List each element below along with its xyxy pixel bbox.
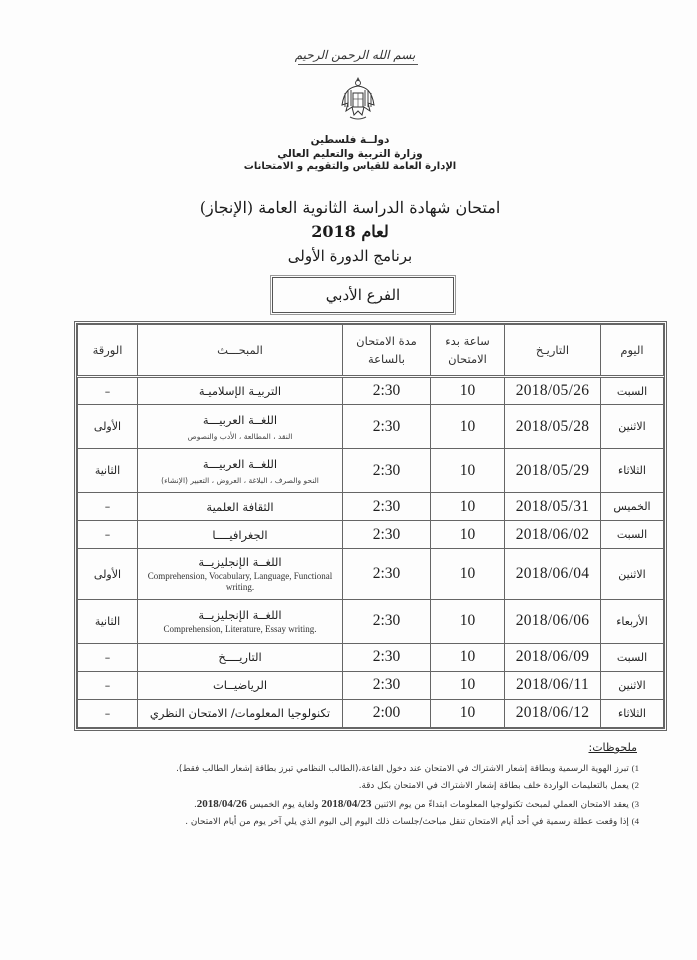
duration-cell: 2:00 — [343, 699, 431, 727]
notes-title: ملحوظات: — [588, 741, 637, 754]
subject-name: تكنولوجيا المعلومات/ الامتحان النظري — [149, 706, 331, 721]
date-cell: 2018/05/31 — [505, 493, 601, 521]
paper-cell: الأولى — [78, 405, 138, 449]
department-name: الإدارة العامة للقياس والتقويم و الامتحانات — [243, 161, 457, 172]
header-subject: المبحـــث — [138, 325, 343, 377]
note-number: 4) — [631, 816, 639, 826]
note-text-end: . — [194, 800, 197, 810]
day-cell: الثلاثاء — [601, 699, 664, 727]
day-cell: السبت — [601, 377, 664, 405]
note-date-from: 2018/04/23 — [321, 798, 372, 810]
day-cell: الاثنين — [601, 405, 664, 449]
subject-cell — [138, 521, 343, 549]
table-header-row — [78, 325, 664, 377]
duration-cell: 2:30 — [343, 521, 431, 549]
subject-cell — [138, 599, 343, 643]
basmala-calligraphy: بسم الله الرحمن الرحيم — [294, 48, 416, 62]
subject-cell — [138, 699, 343, 727]
paper-cell: – — [78, 377, 138, 405]
header-start-line1: ساعة بدء — [445, 333, 490, 348]
date-cell: 2018/06/12 — [505, 699, 601, 727]
date-cell: 2018/06/06 — [505, 599, 601, 643]
day-cell: الثلاثاء — [601, 449, 664, 493]
paper-cell: – — [78, 643, 138, 671]
date-cell: 2018/05/28 — [505, 405, 601, 449]
start-time-cell: 10 — [431, 671, 505, 699]
table-row — [78, 643, 664, 671]
duration-cell: 2:30 — [343, 449, 431, 493]
start-time-cell: 10 — [431, 449, 505, 493]
date-cell: 2018/06/04 — [505, 549, 601, 599]
duration-cell: 2:30 — [343, 377, 431, 405]
note-text: يعقد الامتحان العملي لمبحث تكنولوجيا المعلومات ابتداءً من يوم الاثنين — [374, 800, 629, 810]
exam-session: برنامج الدورة الأولى — [287, 247, 413, 265]
start-time-cell: 10 — [431, 493, 505, 521]
subject-cell — [138, 377, 343, 405]
date-cell: 2018/06/09 — [505, 643, 601, 671]
day-cell: الخميس — [601, 493, 664, 521]
header-day: اليوم — [601, 325, 664, 377]
subject-topics: النقد ، المطالعة ، الأدب والنصوص — [187, 431, 293, 441]
table-row — [78, 449, 664, 493]
table-row — [78, 549, 664, 599]
table-row — [78, 699, 664, 727]
table-row — [78, 521, 664, 549]
start-time-cell: 10 — [431, 549, 505, 599]
paper-cell: – — [78, 699, 138, 727]
start-time-cell: 10 — [431, 405, 505, 449]
duration-cell: 2:30 — [343, 599, 431, 643]
subject-cell — [138, 405, 343, 449]
subject-topics-english: Comprehension, Literature, Essay writing. — [163, 623, 317, 634]
duration-cell: 2:30 — [343, 671, 431, 699]
note-item — [176, 763, 639, 774]
day-cell: الأربعاء — [601, 599, 664, 643]
exam-year: لعام 2018 — [311, 222, 389, 241]
table-row — [78, 377, 664, 405]
subject-topics: النحو والصرف ، البلاغة ، العروض ، التعبير (الإنشاء) — [161, 475, 319, 485]
table-row — [78, 493, 664, 521]
note-date-to: 2018/04/26 — [196, 798, 247, 810]
note-item — [194, 798, 639, 810]
table-row — [78, 671, 664, 699]
exam-title: امتحان شهادة الدراسة الثانوية العامة (الإنجاز) — [199, 198, 501, 217]
duration-cell: 2:30 — [343, 493, 431, 521]
start-time-cell: 10 — [431, 377, 505, 405]
note-text: يعمل بالتعليمات الواردة خلف بطاقة إشعار الاشتراك في الامتحان بكل دقة. — [358, 781, 629, 791]
subject-name: اللغــة الإنجليزيــة — [198, 555, 282, 570]
country-name: دولــة فلسطين — [310, 134, 390, 146]
day-cell: الاثنين — [601, 671, 664, 699]
subject-name: اللغــة العربيـــة — [202, 456, 278, 471]
basmala-underline — [298, 64, 418, 65]
paper-cell: – — [78, 493, 138, 521]
subject-topics-english: Comprehension, Vocabulary, Language, Functional writing. — [147, 571, 333, 593]
start-time-cell: 10 — [431, 599, 505, 643]
subject-name: اللغــة العربيـــة — [202, 412, 278, 427]
subject-cell — [138, 671, 343, 699]
subject-cell — [138, 493, 343, 521]
header-duration — [343, 325, 431, 377]
note-number: 2) — [631, 780, 639, 790]
paper-cell: – — [78, 521, 138, 549]
subject-cell — [138, 449, 343, 493]
header-date: التاريـخ — [505, 325, 601, 377]
header-paper: الورقة — [78, 325, 138, 377]
date-cell: 2018/06/02 — [505, 521, 601, 549]
date-cell: 2018/05/29 — [505, 449, 601, 493]
subject-name: اللغــة الإنجليزيــة — [198, 607, 282, 622]
subject-name: التربيـة الإسلاميـة — [198, 384, 282, 399]
note-text-mid: ولغاية يوم الخميس — [249, 800, 319, 810]
start-time-cell: 10 — [431, 699, 505, 727]
paper-cell: – — [78, 671, 138, 699]
branch-text: الفرع الأدبي — [325, 286, 401, 304]
header-duration-line1: مدة الامتحان — [356, 333, 417, 348]
note-item — [359, 780, 639, 791]
subject-name: الجغرافيــــا — [212, 527, 268, 542]
paper-cell: الثانية — [78, 449, 138, 493]
date-cell: 2018/05/26 — [505, 377, 601, 405]
day-cell: السبت — [601, 521, 664, 549]
day-cell: السبت — [601, 643, 664, 671]
duration-cell: 2:30 — [343, 643, 431, 671]
paper-cell: الأولى — [78, 549, 138, 599]
duration-cell: 2:30 — [343, 405, 431, 449]
subject-name: الرياضيــات — [212, 678, 268, 693]
subject-cell — [138, 643, 343, 671]
table-row — [78, 599, 664, 643]
table-row — [78, 405, 664, 449]
note-text: تبرز الهوية الرسمية وبطاقة إشعار الاشتراك في الامتحان عند دخول القاعة،(الطالب النظامي تبرز بطاقة إشعار الطالب فقط). — [176, 764, 629, 774]
subject-name: الثقافة العلمية — [206, 499, 274, 514]
header-duration-line2: بالساعة — [368, 352, 405, 366]
header-start-time — [431, 325, 505, 377]
schedule-body — [78, 377, 664, 728]
subject-cell — [138, 549, 343, 599]
header-start-line2: الامتحان — [448, 352, 487, 366]
date-cell: 2018/06/11 — [505, 671, 601, 699]
note-item — [185, 816, 639, 827]
schedule-table-frame — [74, 321, 667, 731]
note-number: 3) — [631, 799, 639, 809]
note-text: إذا وقعت عطلة رسمية في أحد أيام الامتحان تنقل مباحث/جلسات ذلك اليوم إلى اليوم الذي يلي آخر يوم من أيام الامتحان . — [185, 817, 629, 827]
start-time-cell: 10 — [431, 521, 505, 549]
start-time-cell: 10 — [431, 643, 505, 671]
schedule-table — [77, 324, 664, 728]
branch-label — [272, 277, 454, 313]
ministry-name: وزارة التربية والتعليم العالي — [277, 148, 423, 160]
day-cell: الاثنين — [601, 549, 664, 599]
paper-cell: الثانية — [78, 599, 138, 643]
eagle-emblem-icon — [340, 75, 376, 123]
subject-name: التاريــــخ — [218, 650, 262, 665]
duration-cell: 2:30 — [343, 549, 431, 599]
note-number: 1) — [631, 763, 639, 773]
